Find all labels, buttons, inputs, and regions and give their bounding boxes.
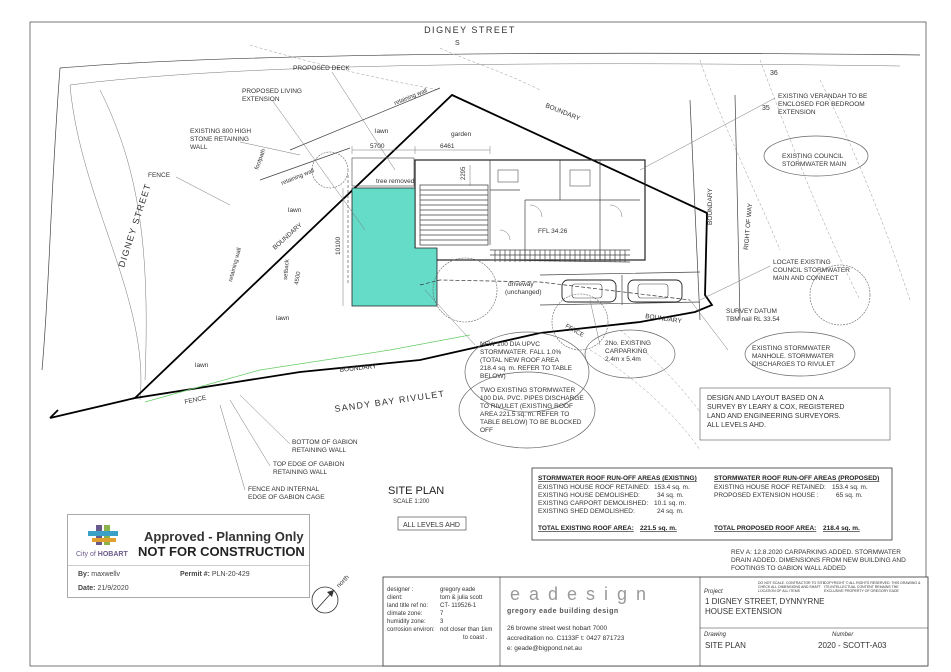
carparking-note: 2No. EXISTING CARPARKING 2.4m x 5.4m [605,340,651,363]
leader-line [690,300,728,350]
all-levels-ahd: ALL LEVELS AHD [403,522,460,529]
leader-line [240,395,290,444]
leader-line [425,290,475,345]
digney-street-left-label: DIGNEY STREET [116,181,154,269]
new-upvc-note: NEW 100 DIA UPVC STORMWATER. FALL 1.0% (TOTAL NEW ROOF AREA 218.4 sq. m. REFER TO TABLE BELOW) [480,341,572,380]
leader-line [590,300,600,345]
right-of-way-label: RIGHT OF WAY [743,202,755,251]
lawn-label: lawn [288,207,302,214]
contour-label-36: 36 [770,70,778,77]
city-of-hobart-logo [78,523,130,567]
boundary-lower-label: BOUNDARY [339,363,377,374]
fine-print-left: DO NOT SCALE. CONTRACTOR TO SITE CHECK ALL DIMENSIONS AND SHAFT LOCATION OF ALL ITEMS [758,581,826,593]
top-gabion-label: TOP EDGE OF GABION RETAINING WALL [273,461,345,476]
tb-humidity-label: humidity zone: [387,619,426,625]
number-label: Number [832,632,854,638]
table-existing-row-value: 10.1 sq. m. [654,500,687,507]
table-existing-row-value: 24 sq. m. [657,508,684,515]
firm-accreditation: accreditation no. C1133F t: 0427 871723 [507,635,625,642]
car-parking-1 [562,280,616,302]
table-proposed-total-label: TOTAL PROPOSED ROOF AREA: [714,525,817,532]
locate-main-note: LOCATE EXISTING COUNCIL STORMWATER MAIN AND CONNECT [773,259,850,282]
dim-6461: 6461 [440,143,455,150]
table-proposed-total-value: 218.4 sq. m. [823,525,860,532]
tb-corrosion-value: not closer than 1km to coast . [440,627,493,641]
table-existing-row-label: EXISTING HOUSE ROOF RETAINED: [538,484,650,491]
leader-line [640,98,775,170]
right-of-way-line [735,95,740,320]
survey-datum-note: SURVEY DATUM TBM nail RL 33.54 [726,308,780,323]
stamp-date: Date: 21/9/2020 [78,585,129,592]
tree-canopy [810,265,870,325]
site-plan-scale: SCALE 1:200 [393,499,430,505]
city-name: City of HOBART [76,551,128,558]
road-edge-top [60,53,920,68]
tb-corrosion-label: corrosion environ: [387,627,435,633]
contour-line [440,48,540,90]
drawing-label: Drawing [704,632,727,638]
proposed-living-label: PROPOSED LIVING EXTENSION [242,88,302,103]
project-label: Project [704,589,723,595]
dim-2295: 2295 [461,166,467,180]
table-existing-row-label: EXISTING SHED DEMOLISHED: [538,508,635,515]
lawn-label: lawn [375,128,389,135]
lawn-label: lawn [276,315,290,322]
boundary-left-label: BOUNDARY [271,221,304,252]
fence-internal-label: FENCE AND INTERNAL EDGE OF GABION CAGE [248,486,325,501]
table-proposed-row-label: PROPOSED EXTENSION HOUSE : [714,492,819,499]
table-existing-header: STORMWATER ROOF RUN-OFF AREAS (EXISTING) [538,475,697,482]
boundary-bottom-label: BOUNDARY [644,313,683,326]
leader-line [176,177,230,205]
tb-humidity-value: 3 [440,619,444,625]
callout-cloud [459,372,595,448]
proposed-living-extension-area [352,188,437,306]
dim-5700: 5700 [370,143,385,150]
approval-stamp [67,514,310,598]
leader-line [700,266,770,300]
retaining-wall-top-label: retaining wall [393,88,429,107]
boundary-top-label: BOUNDARY [544,102,581,123]
leader-line [240,142,300,155]
drawing-number: 2020 - SCOTT-A03 [818,641,887,650]
proposed-deck-label: PROPOSED DECK [293,65,350,72]
tb-climate-label: climate zone: [387,611,423,617]
council-main-note: EXISTING COUNCIL STORMWATER MAIN [782,153,847,168]
bottom-gabion-label: BOTTOM OF GABION RETAINING WALL [292,439,358,454]
contour-label-s: S [455,40,460,47]
lawn-label: lawn [195,362,209,369]
road-edge-left [42,68,60,370]
dim-4500: 4500 [294,271,303,286]
retaining-wall-mid-label: retaining wall [280,168,316,187]
contour-line [590,350,700,450]
setback-label: setback [283,259,291,281]
retaining-wall-left-line [100,90,146,380]
boundary-right-label: BOUNDARY [707,188,714,225]
tb-client-label: client: [387,595,403,601]
firm-logo: eadesign [510,584,656,604]
stamp-permit: Permit #: PLN-20-429 [180,571,250,578]
tb-designer-value: gregory eade [440,587,476,593]
table-proposed-row-value: 153.4 sq. m. [832,484,868,491]
stamp-not-for-construction: NOT FOR CONSTRUCTION [138,544,305,559]
table-existing-total-value: 221.5 sq. m. [640,525,677,532]
footpath-label: footpath [254,148,268,171]
stamp-by: By: maxwellv [78,571,121,578]
tree-removed-label: tree removed [376,178,415,185]
two-existing-note: TWO EXISTING STORMWATER 100 DIA. PVC. PIPES DISCHARGE TO RIVULET (EXISTING ROOF AREA 221.5 sq. m. REFER TO TABLE BELOW) TO BE BLOCKED OFF [480,387,584,434]
table-existing-row-value: 34 sq. m. [657,492,684,499]
tb-title-value: CT- 119526-1 [440,603,477,609]
existing-wall-label: EXISTING 800 HIGH STONE RETAINING WALL [190,128,252,151]
verandah-note: EXISTING VERANDAH TO BE ENCLOSED FOR BEDROOM EXTENSION [778,93,868,116]
fine-print-right: COPYRIGHT © ALL RIGHTS RESERVED. THIS DRAWING & ITS INTELLECTUAL CONTENT REMAINS THE EXCLUSIVE PROPERTY OF GREGORY EADE [824,581,921,593]
firm-name: gregory eade building design [507,608,619,615]
north-arrow [312,587,338,613]
leader-line [220,405,245,490]
table-existing-row-label: EXISTING CARPORT DEMOLISHED: [538,500,649,507]
stamp-approved-text: Approved - Planning Only [144,529,304,544]
site-plan-title: SITE PLAN [388,485,445,497]
retaining-wall-left-label: retaining wall [228,247,243,283]
drawing-name: SITE PLAN [705,641,746,650]
driveway-label: driveway (unchanged) [505,281,542,296]
digney-street-top-label: DIGNEY STREET [424,25,516,35]
ffl-label: FFL 34.26 [538,228,568,235]
contour-label-35: 35 [762,105,770,112]
table-proposed-row-label: EXISTING HOUSE ROOF RETAINED: [714,484,826,491]
table-existing-total-label: TOTAL EXISTING ROOF AREA: [538,525,634,532]
fence-mid-label: FENCE [564,323,585,339]
car-parking-2 [628,280,682,302]
fence-left-label: FENCE [148,172,171,179]
table-proposed-header: STORMWATER ROOF RUN-OFF AREAS (PROPOSED) [714,475,880,482]
tb-client-value: tom & julia scott [440,595,483,601]
firm-email: e: geade@bigpond.net.au [507,645,582,652]
manhole-note: EXISTING STORMWATER MANHOLE. STORMWATER DISCHARGES TO RIVULET [752,345,835,368]
tb-climate-value: 7 [440,611,444,617]
table-proposed-row-value: 65 sq. m. [836,492,863,499]
tree-canopy [433,258,497,322]
garden-label: garden [451,131,472,138]
dim-10100: 10100 [335,236,342,255]
leader-line [230,400,270,466]
leader-line [332,72,395,170]
design-note: DESIGN AND LAYOUT BASED ON A SURVEY BY LEARY & COX, REGISTERED LAND AND ENGINEERING SURVEYORS. ALL LEVELS AHD. [707,395,845,429]
site-boundary-extension [50,398,135,418]
project-name: 1 DIGNEY STREET, DYNNYRNE HOUSE EXTENSION [705,597,825,616]
tree-canopy [312,152,348,188]
leader-line [272,100,365,230]
tb-designer-label: designer : [387,587,414,593]
table-existing-row-value: 153.4 sq. m. [654,484,690,491]
firm-address: 26 browne street west hobart 7000 [507,625,608,632]
fence-bottom-label: FENCE [183,394,207,406]
tb-title-label: land title ref no: [387,603,429,609]
north-label: north [335,573,351,590]
table-existing-row-label: EXISTING HOUSE DEMOLISHED: [538,492,640,499]
revision-note: REV A: 12.8.2020 CARPARKING ADDED. STORMWATER DRAIN ADDED. DIMENSIONS FROM NEW BUILDING AND FOOTINGS TO GABION WALL ADDED [731,549,906,572]
sandy-bay-rivulet-label: SANDY BAY RIVULET [333,388,446,414]
